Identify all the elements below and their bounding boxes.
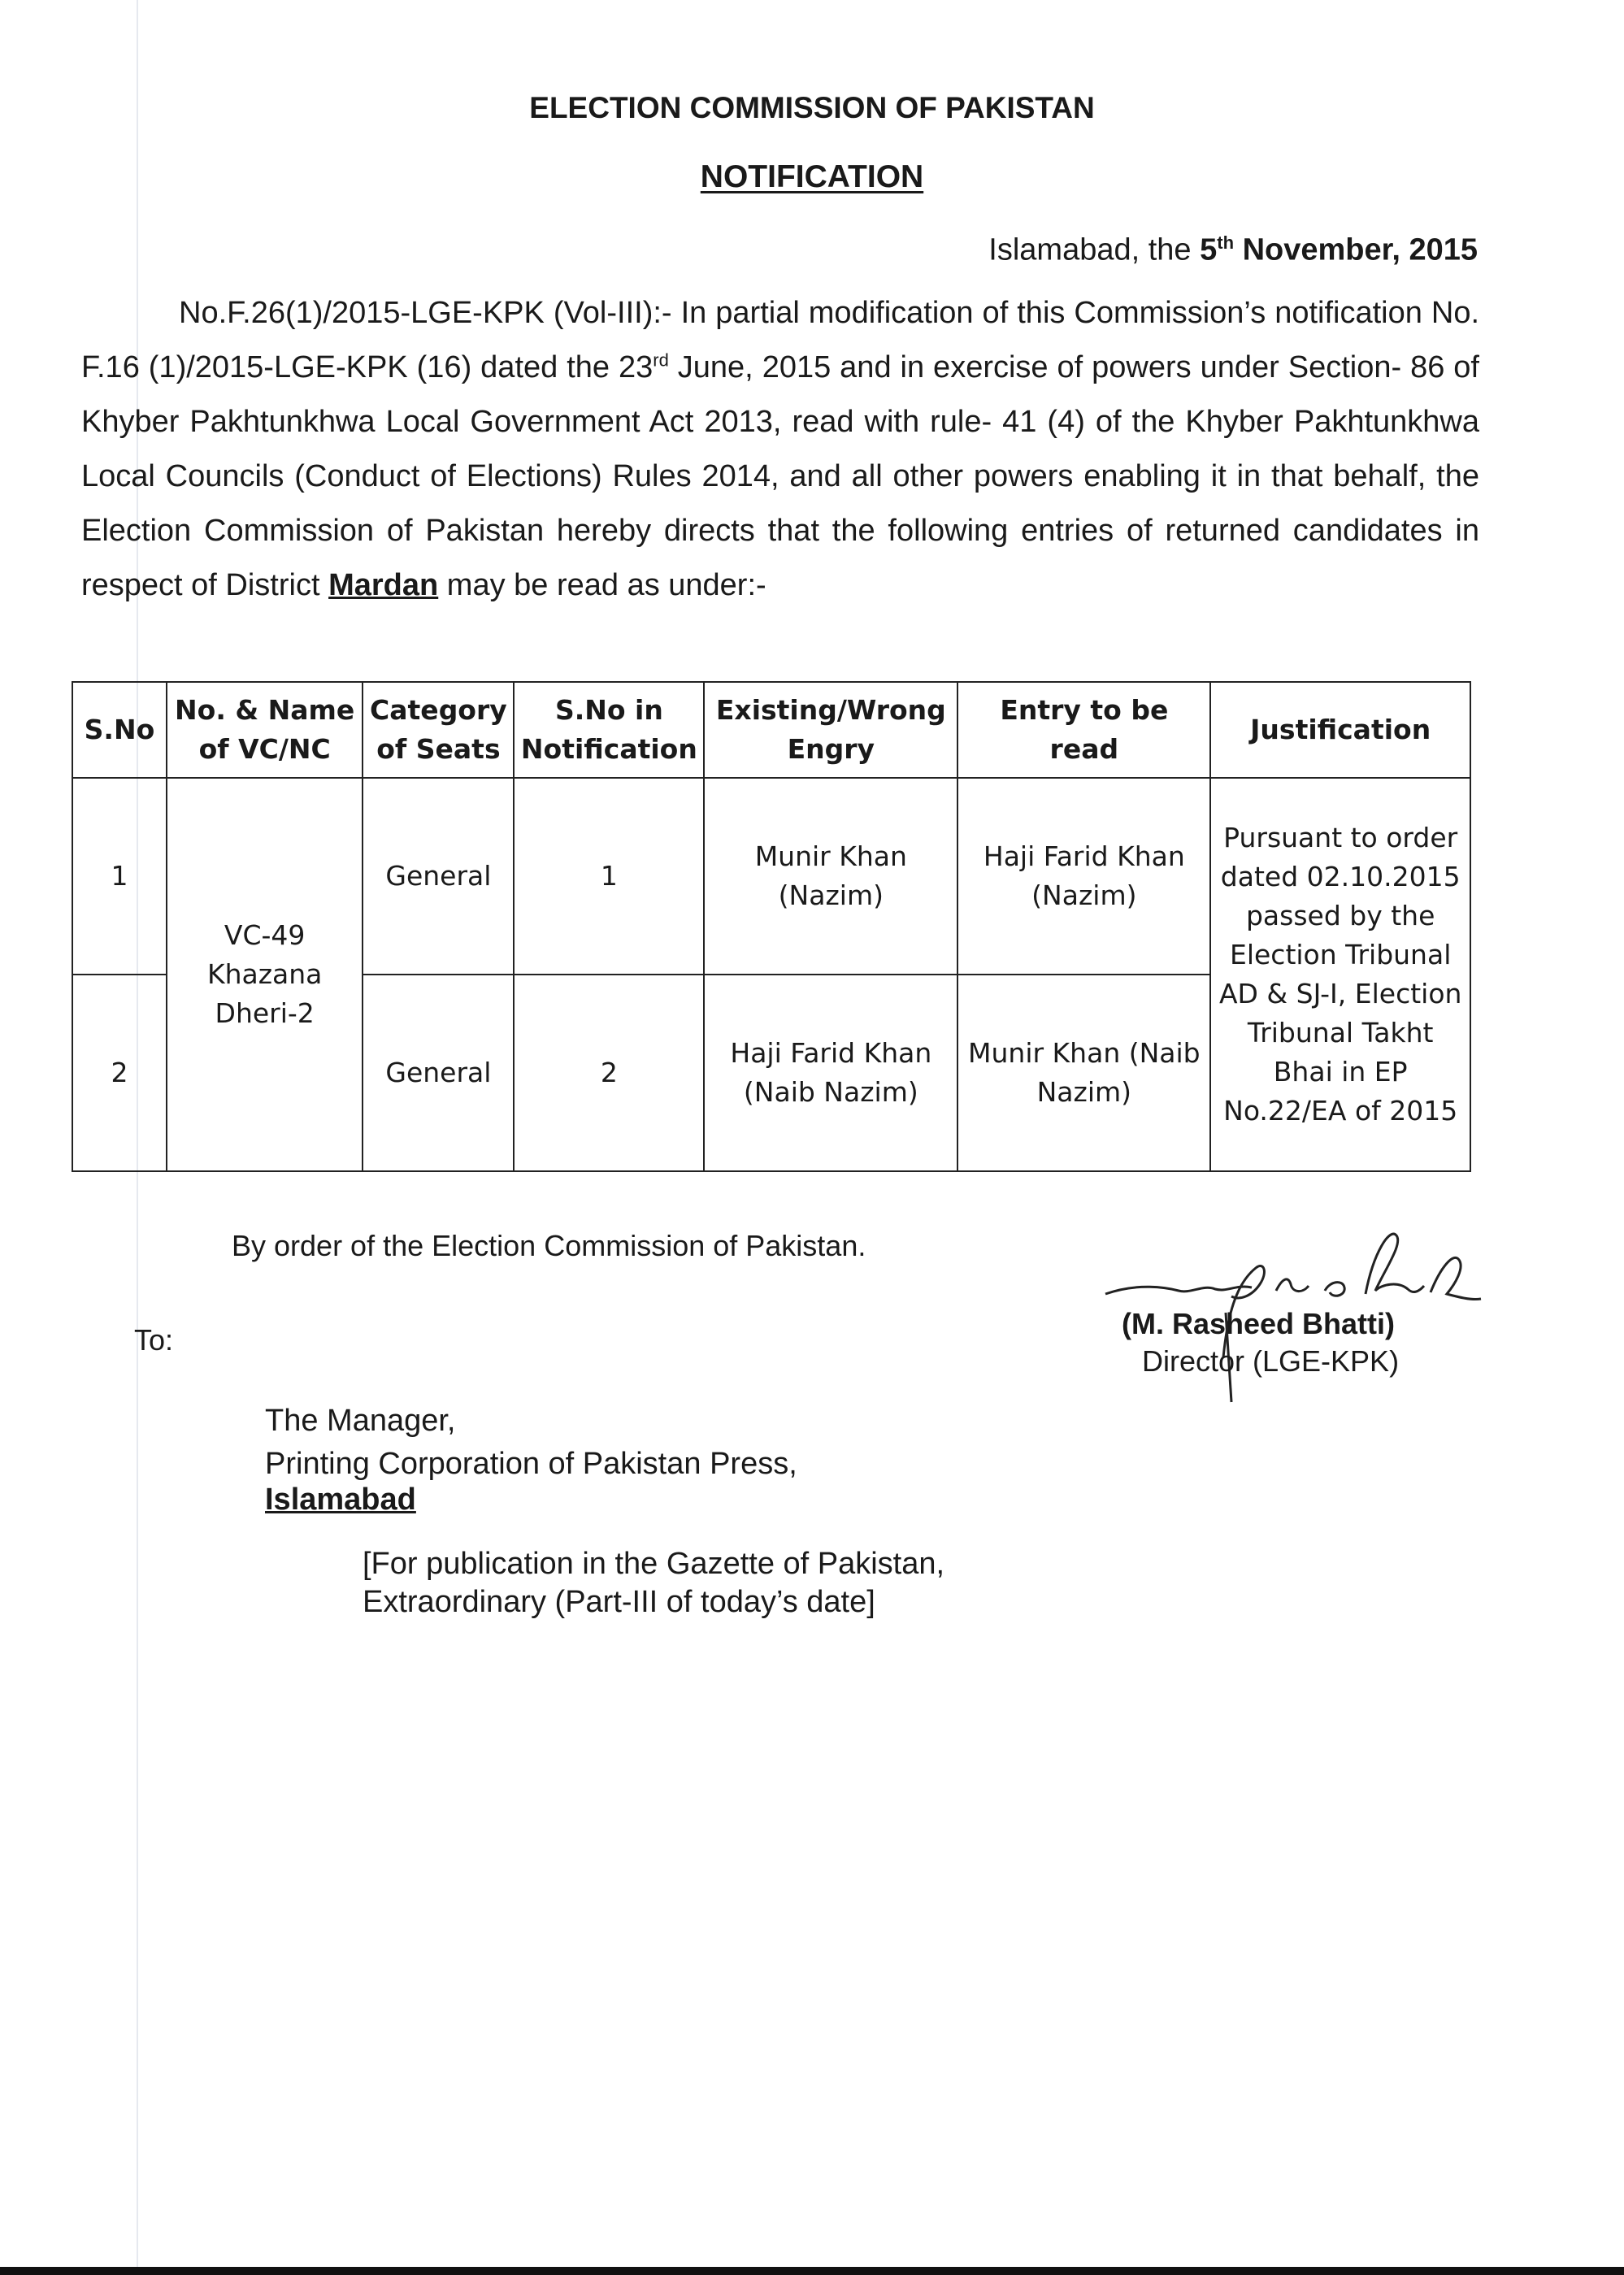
cell-entry: Munir Khan (Naib Nazim) — [957, 975, 1210, 1171]
dateline — [988, 232, 1478, 268]
header-entry: Entry to be read — [957, 682, 1210, 778]
cell-sno: 1 — [72, 778, 167, 975]
body-text-1: In partial modification of this Commission’s notification No. F.16 (1)/2015-LGE-KPK (16) dated the 23 — [81, 296, 1480, 384]
dateline-prefix: Islamabad, the — [988, 232, 1192, 267]
signatory-title: Director (LGE-KPK) — [1142, 1344, 1400, 1378]
signatory-name: (M. Rasheed Bhatti) — [1122, 1307, 1396, 1340]
header-existing: Existing/Wrong Engry — [704, 682, 957, 778]
publication-note-line-1: [For publication in the Gazette of Pakistan, — [363, 1547, 945, 1581]
cell-entry: Haji Farid Khan (Nazim) — [957, 778, 1210, 975]
header-justification: Justification — [1210, 682, 1470, 778]
address-line-3: Islamabad — [265, 1483, 416, 1517]
cell-sno-notification: 1 — [514, 778, 704, 975]
cell-existing: Haji Farid Khan (Naib Nazim) — [704, 975, 957, 1171]
body-text-2: June, 2015 and in exercise of powers under Section- 86 of Khyber Pakhtunkhwa Local Government Act 2013, read with rule- 41 (4) of the Khyber Pakhtunkhwa Local Councils (Conduct of Elections) Rules 2014, and all other powers enabling it in that behalf, the Election Commission of Pakistan hereby directs that the following entries of returned candidates in respect of District — [81, 350, 1479, 602]
header-category: Category of Seats — [363, 682, 514, 778]
address-line-1: The Manager, — [265, 1404, 456, 1438]
organization-heading: ELECTION COMMISSION OF PAKISTAN — [529, 91, 1095, 124]
scan-bottom-edge — [0, 2267, 1624, 2275]
address-line-2: Printing Corporation of Pakistan Press, — [265, 1447, 797, 1481]
document-title: NOTIFICATION — [700, 159, 924, 194]
body-sup-1: rd — [653, 349, 669, 371]
header-sno-notification: S.No in Notification — [514, 682, 704, 778]
header-sno: S.No — [72, 682, 167, 778]
cell-category: General — [363, 778, 514, 975]
notification-body — [81, 286, 1479, 613]
cell-sno: 2 — [72, 975, 167, 1171]
table-row — [72, 778, 1470, 975]
dateline-day: 5 — [1200, 232, 1218, 267]
cell-sno-notification: 2 — [514, 975, 704, 1171]
reference-number: No.F.26(1)/2015-LGE-KPK (Vol-III):- — [179, 296, 672, 330]
dateline-day-suffix: th — [1217, 232, 1235, 253]
cell-justification: Pursuant to order dated 02.10.2015 passed by the Election Tribunal AD & SJ-I, Election Tribunal Takht Bhai in EP No.22/EA of 2015 — [1210, 778, 1470, 1171]
cell-vc-name: VC-49 Khazana Dheri-2 — [167, 778, 363, 1171]
publication-note-line-2: Extraordinary (Part-III of today’s date] — [363, 1585, 875, 1619]
body-text-3: may be read as under:- — [446, 568, 766, 602]
cell-existing: Munir Khan (Nazim) — [704, 778, 957, 975]
to-label: To: — [134, 1323, 174, 1357]
district-name: Mardan — [328, 568, 439, 602]
header-vc: No. & Name of VC/NC — [167, 682, 363, 778]
dateline-month-year: November, 2015 — [1242, 232, 1478, 267]
entries-table — [72, 681, 1471, 1172]
table-header-row — [72, 682, 1470, 778]
cell-category: General — [363, 975, 514, 1171]
order-line: By order of the Election Commission of Pakistan. — [232, 1229, 866, 1262]
